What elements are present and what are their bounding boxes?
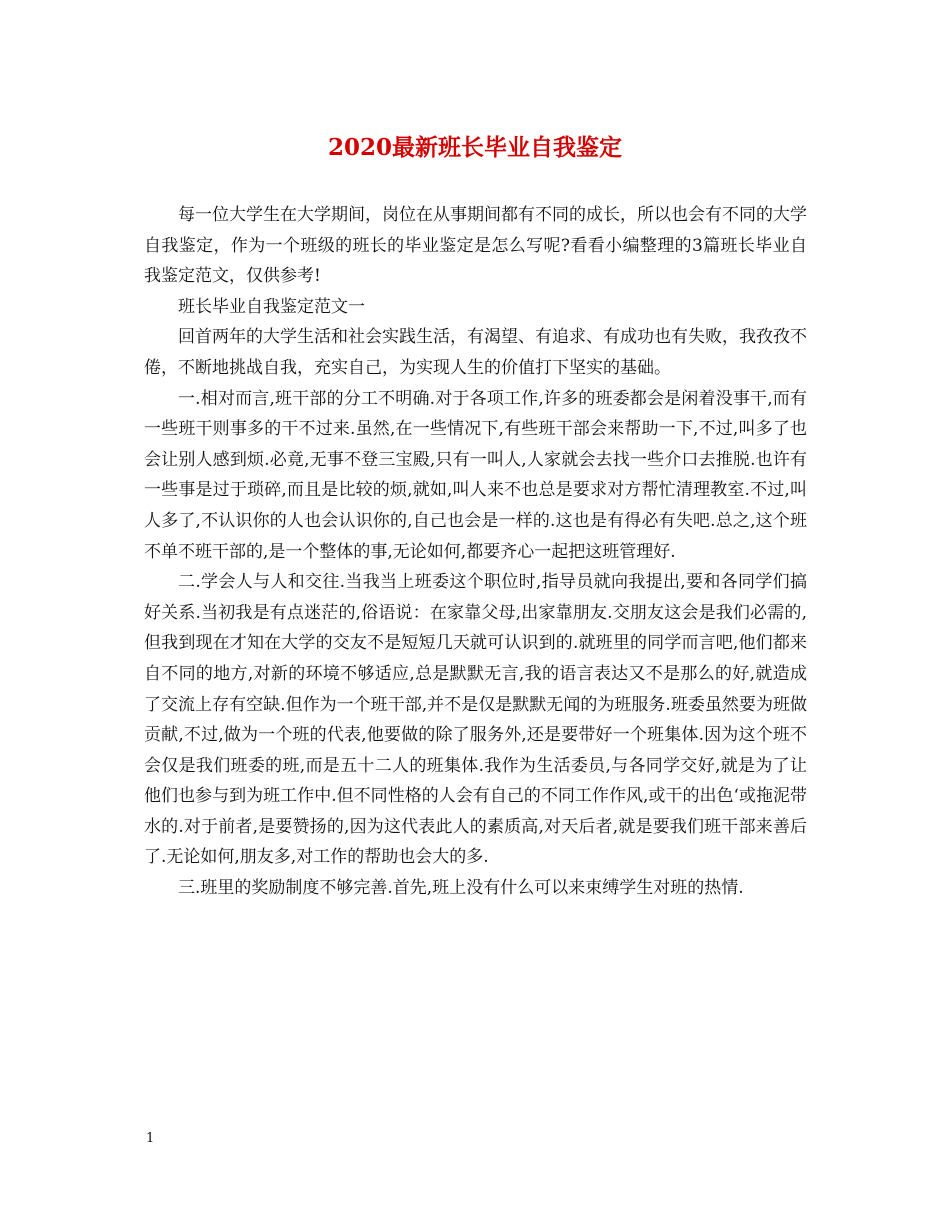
paragraph-point-one: 一.相对而言,班干部的分工不明确.对于各项工作,许多的班委都会是闲着没事干,而有一些班干则事多的干不过来.虽然,在一些情况下,有些班干部会来帮助一下,不过,叫多了也会让别人感到烦.必竟,无事不登三宝殿,只有一叫人,人家就会去找一些介口去推脱.也许有一些事是过于琐碎,而且是比较的烦,就如,叫人来不也总是要求对方帮忙清理教室.不过,叫人多了,不认识你的人也会认识你的,自己也会是一样的.这也是有得必有失吧.总之,这个班不单不班干部的,是一个整体的事,无论如何,都要齐心一起把这班管理好. — [144, 388, 807, 562]
page-number: 1 — [146, 1131, 155, 1146]
document-body — [144, 200, 807, 904]
document-title: 2020最新班长毕业自我鉴定 — [327, 134, 622, 161]
paragraph-intro: 每一位大学生在大学期间，岗位在从事期间都有不同的成长，所以也会有不同的大学自我鉴定，作为一个班级的班长的毕业鉴定是怎么写呢?看看小编整理的3篇班长毕业自我鉴定范文，仅供参考! — [144, 205, 807, 287]
paragraph-section-heading: 班长毕业自我鉴定范文一 — [178, 296, 365, 317]
paragraph-review: 回首两年的大学生活和社会实践生活，有渴望、有追求、有成功也有失败，我孜孜不倦，不断地挑战自我，充实自己，为实现人生的价值打下坚实的基础。 — [144, 327, 807, 378]
paragraph-point-three: 三.班里的奖励制度不够完善.首先,班上没有什么可以来束缚学生对班的热情. — [178, 878, 744, 899]
paragraph-point-two: 二.学会人与人和交往.当我当上班委这个职位时,指导员就向我提出,要和各同学们搞好关系.当初我是有点迷茫的,俗语说：在家靠父母,出家靠朋友.交朋友这会是我们必需的,但我到现在才知在大学的交友不是短短几天就可认识到的.就班里的同学而言吧,他们都来自不同的地方,对新的环境不够适应,总是默默无言,我的语言表达又不是那么的好,就造成了交流上存有空缺.但作为一个班干部,并不是仅是默默无闻的为班服务.班委虽然要为班做贡献,不过,做为一个班的代表,他要做的除了服务外,还是要带好一个班集体.因为这个班不会仅是我们班委的班,而是五十二人的班集体.我作为生活委员,与各同学交好,就是为了让他们也参与到为班工作中.但不同性格的人会有自己的不同工作作风,或干的出色‘或拖泥带水的.对于前者,是要赞扬的,因为这代表此人的素质高,对天后者,就是要我们班干部来善后了.无论如何,朋友多,对工作的帮助也会大的多. — [144, 572, 807, 868]
